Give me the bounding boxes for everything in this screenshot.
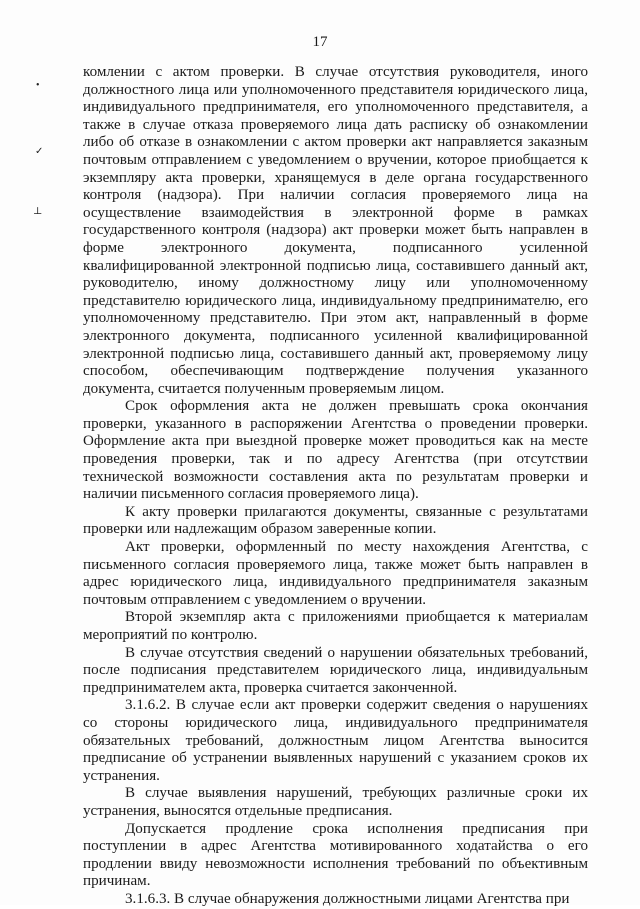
paragraph: Акт проверки, оформленный по месту нахождения Агентства, с письменного согласия проверяемого лица, также может быть направлен в адрес юридического лица, индивидуального предпринимателя заказным почтовым отправлением с уведомлением о вручении. xyxy=(83,539,588,608)
scan-speck-mark: • xyxy=(36,80,40,91)
paragraph: В случае отсутствия сведений о нарушении обязательных требований, после подписания представителем юридического лица, индивидуальным предпринимателем акта, проверка считается законченной. xyxy=(83,644,588,696)
paragraph: 3.1.6.3. В случае обнаружения должностными лицами Агентства при xyxy=(125,890,570,907)
scan-speck-mark: ⊥ xyxy=(33,206,43,217)
page-number: 17 xyxy=(312,34,328,50)
document-body xyxy=(83,64,588,909)
scan-speck-mark: ✓ xyxy=(35,146,44,157)
paragraph: Второй экземпляр акта с приложениями приобщается к материалам мероприятий по контролю. xyxy=(83,609,588,643)
paragraph: Срок оформления акта не должен превышать срока окончания проверки, указанного в распоряжении Агентства о проведении проверки. Оформление акта при выездной проверке может проводиться как на месте проведения проверки, так и по адресу Агентства (при отсутствии технической возможности составления акта по результатам проверки и наличии письменного согласия проверяемого лица). xyxy=(83,398,588,503)
paragraph: К акту проверки прилагаются документы, связанные с результатами проверки или надлежащим образом заверенные копии. xyxy=(83,503,588,538)
paragraph: комлении с актом проверки. В случае отсутствия руководителя, иного должностного лица или уполномоченного представителя юридического лица, индивидуального предпринимателя, его уполномоченного представителя, а также в случае отказа проверяемого лица дать расписку об ознакомлении либо об отказе в ознакомлении с актом проверки акт направляется заказным почтовым отправлением с уведомлением о вручении, которое приобщается к экземпляру акта проверки, хранящемуся в деле органа государственного контроля (надзора). При наличии согласия проверяемого лица на осуществление взаимодействия в электронной форме в рамках государственного контроля (надзора) акт проверки может быть направлен в форме электронного документа, подписанного усиленной квалифицированной электронной подписью лица, составившего данный акт, руководителю, иному должностному лицу или уполномоченному представителю юридического лица, индивидуальному предпринимателю, его уполномоченному представителю. При этом акт, направленный в форме электронного документа, подписанного усиленной квалифицированной электронной подписью лица, составившего данный акт, проверяемому лицу способом, обеспечивающим подтверждение получения указанного документа, считается полученным проверяемым лицом. xyxy=(83,64,588,397)
paragraph: Допускается продление срока исполнения предписания при поступлении в адрес Агентства мотивированного ходатайства о его продлении ввиду невозможности исполнения требований по объективным причинам. xyxy=(83,820,588,890)
paragraph: 3.1.6.2. В случае если акт проверки содержит сведения о нарушениях со стороны юридического лица, индивидуального предпринимателя обязательных требований, должностным лицом Агентства выносится предписание об устранении выявленных нарушений с указанием сроков их устранения. xyxy=(83,697,588,784)
paragraph: В случае выявления нарушений, требующих различные сроки их устранения, выносятся отдельные предписания. xyxy=(83,785,588,819)
